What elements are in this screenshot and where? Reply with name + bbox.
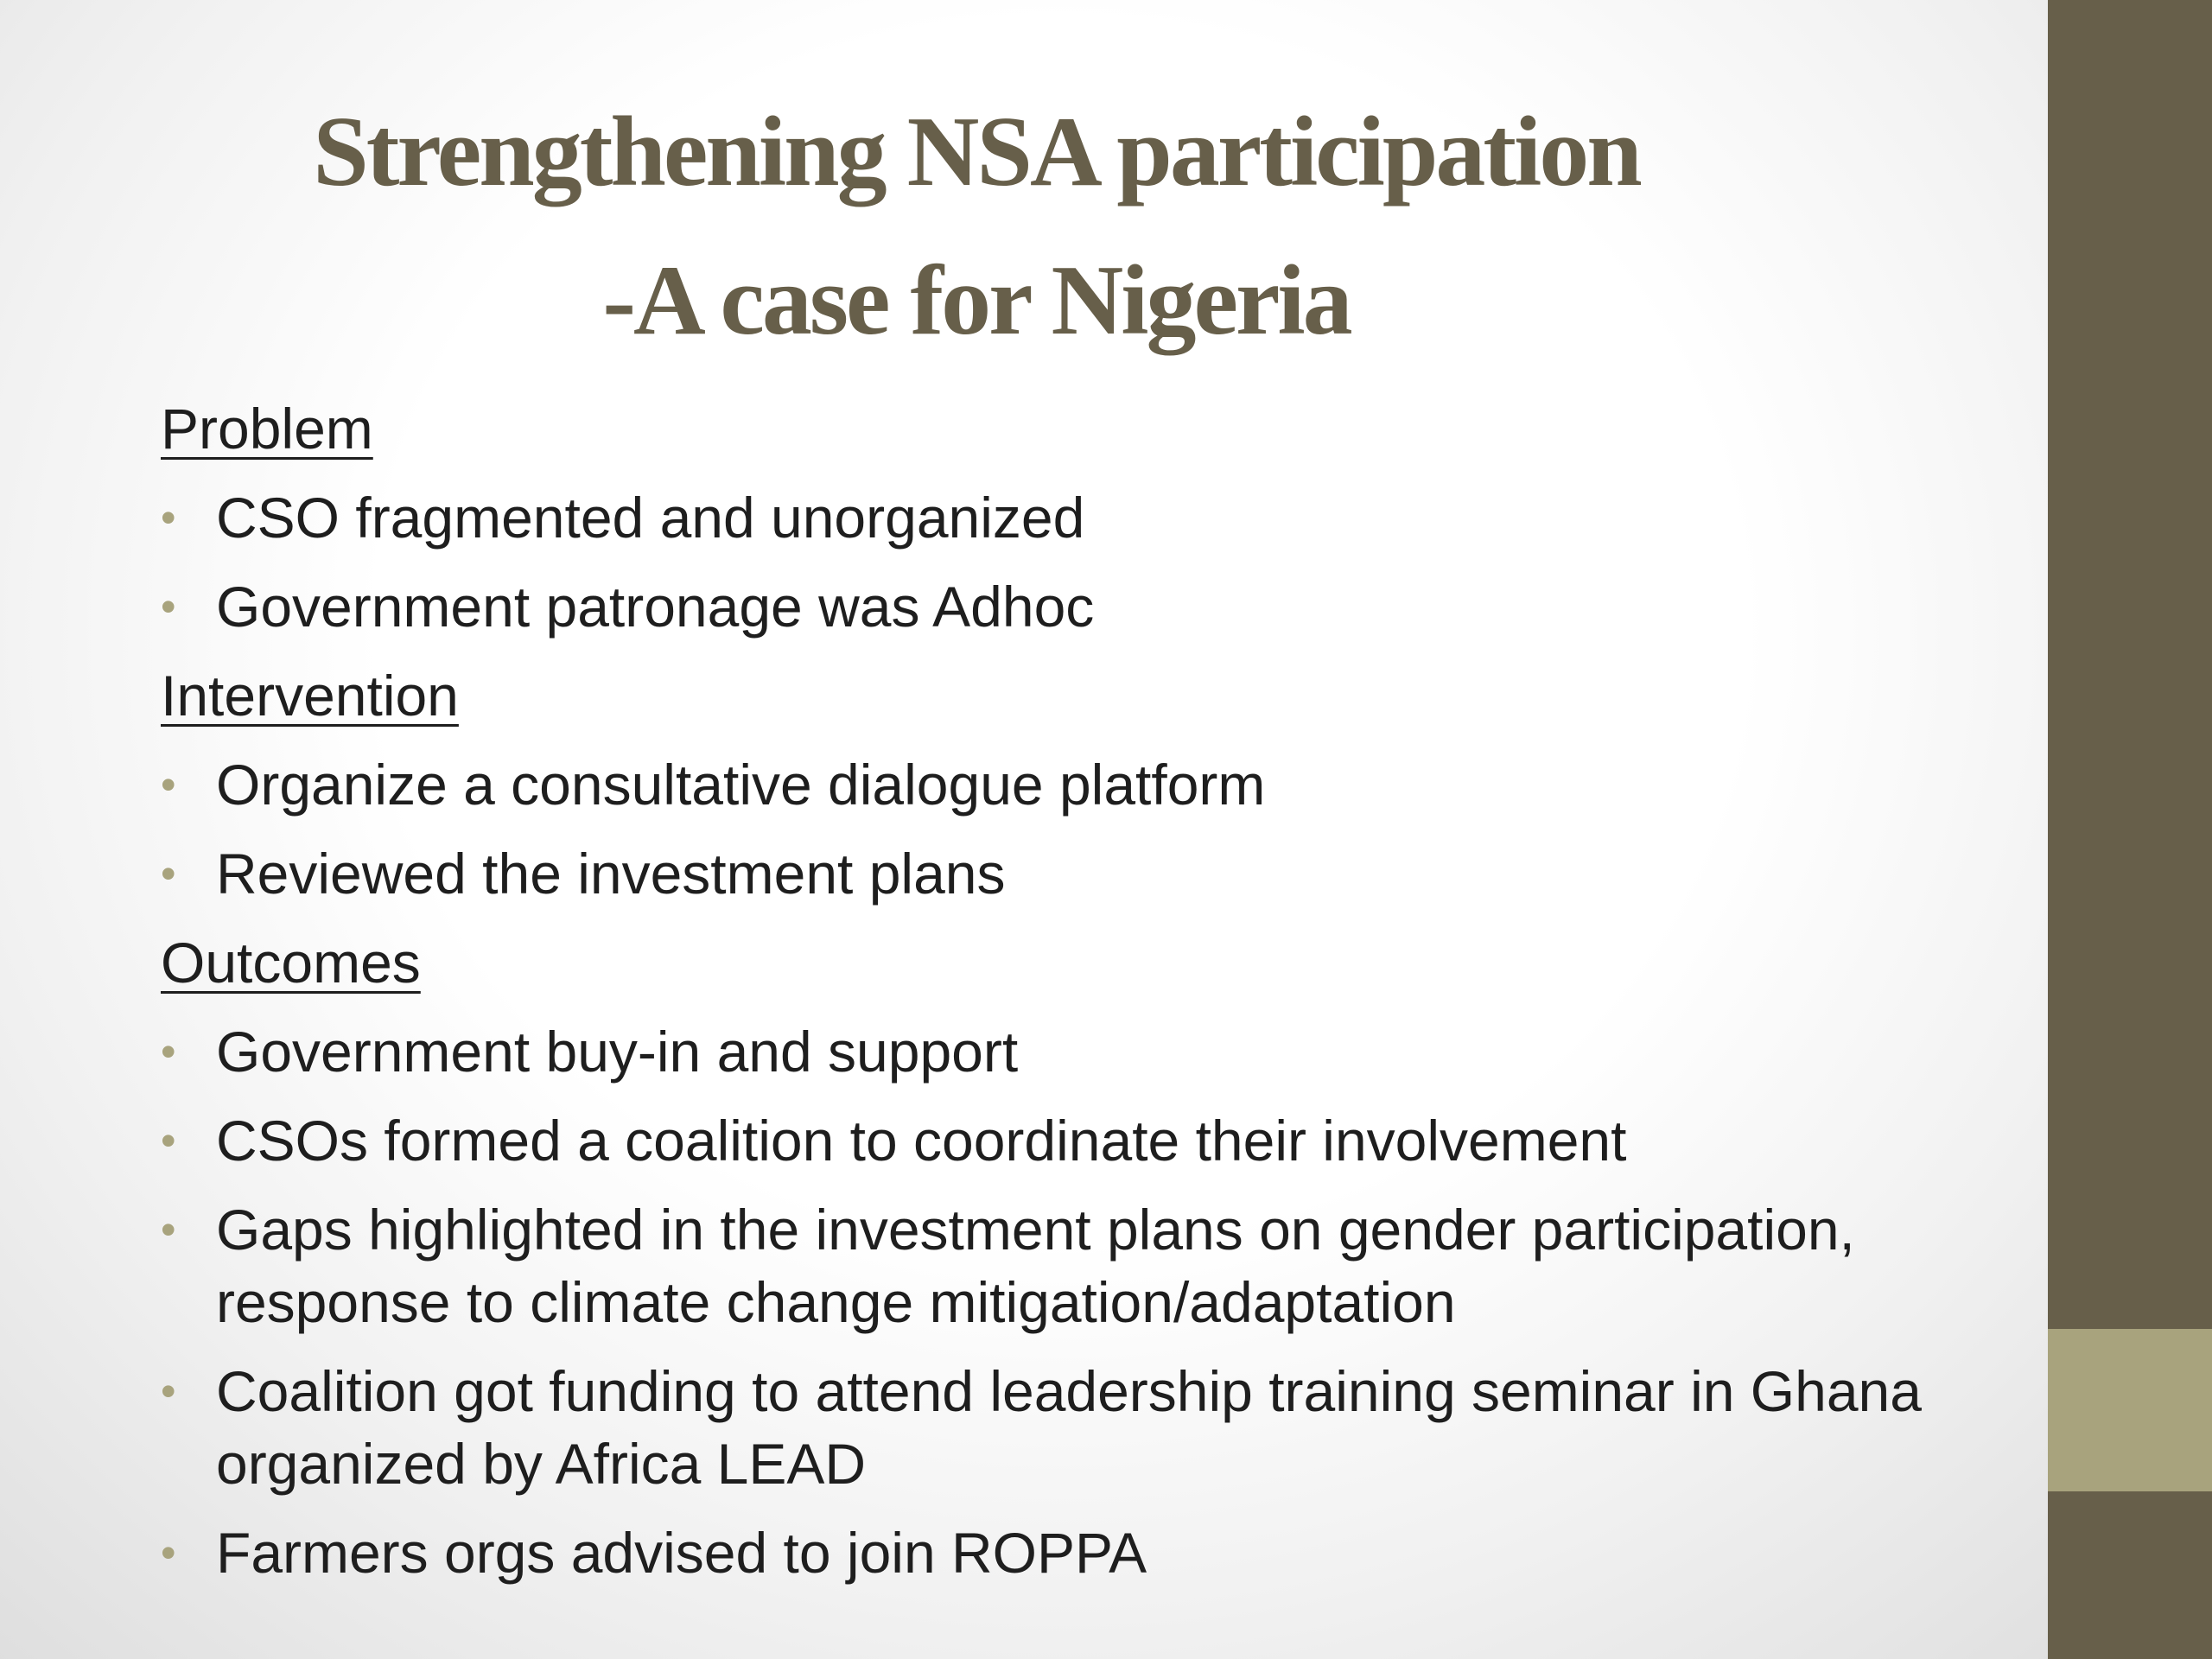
bullet-dot-icon: • [161, 1367, 176, 1415]
bullet-text: Organize a consultative dialogue platform [216, 753, 1266, 817]
bullet-text: CSO fragmented and unorganized [216, 486, 1085, 550]
section-heading-intervention: Intervention [161, 664, 459, 728]
sidebar-accent-block [2048, 1329, 2212, 1491]
bullet-dot-icon: • [161, 1529, 176, 1577]
section-heading-outcomes: Outcomes [161, 931, 421, 995]
bullet-dot-icon: • [161, 1116, 176, 1165]
bullet-dot-icon: • [161, 1027, 176, 1076]
bullet-item [161, 570, 2018, 643]
bullet-text: Coalition got funding to attend leadership training seminar in Ghana organized by Africa LEAD [216, 1359, 1922, 1496]
slide-title [86, 78, 1866, 375]
slide-body [161, 392, 2018, 1605]
bullet-dot-icon: • [161, 582, 176, 631]
slide-title-line1: Strengthening NSA participation [313, 97, 1640, 207]
bullet-dot-icon: • [161, 849, 176, 898]
bullet-item [161, 1015, 2018, 1088]
bullet-text: CSOs formed a coalition to coordinate their involvement [216, 1109, 1627, 1173]
bullet-dot-icon: • [161, 760, 176, 809]
bullet-text: Government buy-in and support [216, 1020, 1019, 1084]
bullet-item [161, 481, 2018, 554]
section-heading-problem: Problem [161, 397, 373, 461]
slide-title-line2: -A case for Nigeria [602, 245, 1351, 356]
bullet-item [161, 748, 2018, 821]
bullet-dot-icon: • [161, 1205, 176, 1254]
bullet-item [161, 1104, 2018, 1177]
bullet-item [161, 1355, 2018, 1500]
bullet-item [161, 1516, 2018, 1589]
bullet-text: Government patronage was Adhoc [216, 575, 1095, 639]
bullet-item [161, 1193, 2018, 1338]
bullet-item [161, 837, 2018, 910]
bullet-text: Reviewed the investment plans [216, 842, 1006, 906]
bullet-dot-icon: • [161, 493, 176, 542]
bullet-text: Gaps highlighted in the investment plans on gender participation, response to climate change mitigation/adaptation [216, 1198, 1855, 1334]
bullet-text: Farmers orgs advised to join ROPPA [216, 1521, 1147, 1585]
